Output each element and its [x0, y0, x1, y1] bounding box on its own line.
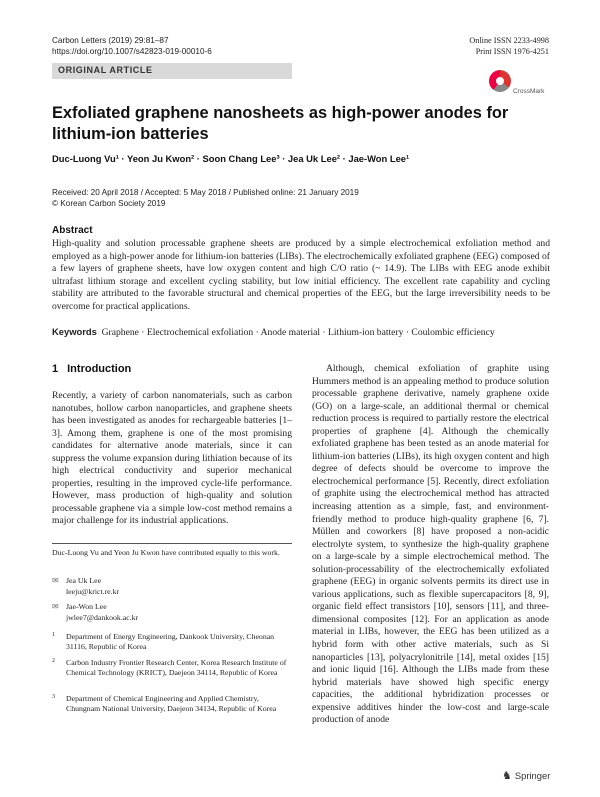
contact-item — [52, 576, 292, 598]
keywords-line — [52, 326, 552, 338]
publication-dates — [52, 187, 359, 209]
affiliation-number: 1 — [52, 632, 55, 638]
contact-name: Jea Uk Lee — [66, 576, 102, 585]
online-issn: Online ISSN 2233-4998 — [469, 36, 549, 45]
article-type-bar — [52, 63, 292, 79]
doi-link[interactable]: https://doi.org/10.1007/s42823-019-00010-6 — [52, 47, 212, 56]
affiliation-number: 3 — [52, 694, 55, 700]
affiliation-text: Department of Chemical Engineering and Applied Chemistry, Chungnam National University, Daejeon 34134, Republic of Korea — [66, 694, 277, 714]
issn-block — [469, 35, 549, 57]
crossmark-label: CrossMark — [513, 88, 545, 95]
crossmark-badge[interactable] — [489, 70, 549, 98]
contact-email[interactable]: jwlee7@dankook.ac.kr — [66, 612, 139, 622]
springer-horse-icon: ♞ — [502, 770, 512, 782]
crossmark-icon — [489, 70, 511, 92]
section-number: 1 — [52, 363, 59, 375]
affiliation-text: Carbon Industry Frontier Research Center, Korea Research Institute of Chemical Technology (KRICT), Daejeon 34114, Republic of Korea — [66, 658, 287, 678]
author-list: Duc-Luong Vu¹ · Yeon Ju Kwon² · Soon Chang Lee³ · Jea Uk Lee² · Jae-Won Lee¹ — [52, 153, 410, 164]
affiliation-item — [52, 658, 292, 690]
envelope-icon: ✉ — [52, 602, 59, 611]
intro-right-column: Although, chemical exfoliation of graphite using Hummers method is an appealing method to produce solution processable graphene derivative, namely graphene oxide (GO) on a large-scale, an additional thermal or chemical reduction process is required to partially restore the electrical properties of graphene [4]. Although the chemically exfoliated graphene has been tested as an anode material for lithium-ion batteries (LIBs), its high oxygen content and high degree of defects should be overcome to improve the electrochemical performance [5]. Recently, direct exfoliation of graphite using the electrochemical method has attracted increasing attention as a simple, fast, and environment-friendly method to produce high-quality graphene [6, 7]. Müllen and coworkers [8] have proposed a non-acidic electrolyte system, to synthesize the high-quality graphene on a large-scale by a simple electrochemical method. The solution-processability of the electrochemically exfoliated graphene (EEG) in organic solvents permits its direct use in various applications, such as flexible supercapacitors [8, 9], organic field effect transistors [10], sensors [11], and three-dimensional composites [12]. For an application as anode material in LIBs, however, the EEG has been utilized as a hybrid form with other active materials, such as Si nanoparticles [13], polyacrylonitrile [14], metal oxides [15] and ionic liquid [16]. Although the LIBs made from these hybrid materials have showed high specific energy capacities, the additional hybridization processes or expensive additives hinder the low-cost and large-scale production of anode — [312, 363, 549, 726]
copyright-line: © Korean Carbon Society 2019 — [52, 199, 166, 208]
contact-item — [52, 602, 292, 624]
affiliation-number: 2 — [52, 658, 55, 664]
keywords-text: Graphene · Electrochemical exfoliation · Anode material · Lithium-ion battery · Coulombic efficiency — [101, 327, 495, 338]
abstract-heading: Abstract — [52, 225, 93, 236]
received-accepted-dates: Received: 20 April 2018 / Accepted: 5 May 2018 / Published online: 21 January 2019 — [52, 188, 359, 197]
abstract-text: High-quality and solution processable graphene sheets are produced by a simple electrochemical exfoliation method and employed as a high-power anode for lithium-ion batteries (LIBs). The electrochemically exfoliated graphene (EEG) composed of a few layers of graphene sheets, have low oxygen content and high C/O ratio (~ 14.9). The LIBs with EEG anode exhibit ultrafast lithium storage and excellent cycling stability, but low initial efficiency. The excellent rate capability and cycling stability are attributed to the favorable structural and chemical properties of the EEG, but the large irreversibility needs to be overcome for practical applications. — [52, 238, 550, 312]
publisher-name: Springer — [514, 770, 551, 781]
keywords-label: Keywords — [52, 326, 97, 337]
affiliation-text: Department of Energy Engineering, Dankook University, Cheonan 31116, Republic of Korea — [66, 632, 275, 652]
print-issn: Print ISSN 1976-4251 — [475, 47, 549, 56]
section-title: Introduction — [67, 363, 132, 375]
envelope-icon: ✉ — [52, 576, 59, 585]
paper-title: Exfoliated graphene nanosheets as high-power anodes for lithium-ion batteries — [52, 104, 509, 143]
contact-email[interactable]: leeju@krict.re.kr — [66, 586, 120, 596]
journal-citation: Carbon Letters (2019) 29:81–87 — [52, 36, 169, 45]
contact-name: Jae-Won Lee — [66, 602, 107, 611]
footnote-divider — [52, 543, 292, 544]
affiliation-item — [52, 632, 292, 654]
equal-contribution-note: Duc-Luong Vu and Yeon Ju Kwon have contributed equally to this work. — [52, 548, 280, 557]
intro-left-column: Recently, a variety of carbon nanomaterials, such as carbon nanotubes, hollow carbon nanoparticles, and graphene sheets has been investigated as anodes for rechargeable batteries [1–3]. Among them, graphene is one of the most promising candidates for alternative anode materials, since it can suppress the volume expansion during lithiation because of its high electrical conductivity and superior mechanical properties, resulting in the improved cycle-life performance. However, mass production of high-quality and solution processable graphene via a simple low-cost method remains a major challenge for its industrial applications. — [52, 390, 292, 527]
journal-header — [52, 35, 212, 57]
affiliation-item — [52, 694, 292, 726]
publisher-logo — [502, 769, 550, 782]
section-heading — [52, 363, 131, 375]
article-type-label: ORIGINAL ARTICLE — [58, 65, 153, 75]
